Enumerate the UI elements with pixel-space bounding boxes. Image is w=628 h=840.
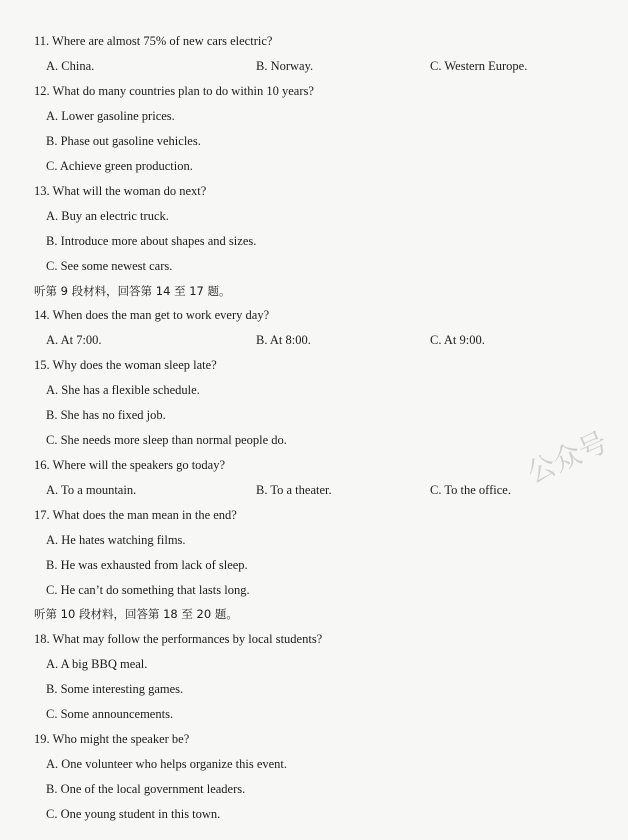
option-15-b: B. She has no fixed job. <box>46 408 166 422</box>
option-19-b-line <box>0 778 628 800</box>
option-16-b: B. To a theater. <box>256 483 332 497</box>
option-14-a: A. At 7:00. <box>46 333 102 347</box>
option-17-c: C. He can’t do something that lasts long. <box>46 583 250 597</box>
option-17-b-line <box>0 554 628 576</box>
option-13-b-line <box>0 230 628 252</box>
section-9-instruction: 听第 9 段材料，回答第 14 至 17 题。 <box>34 284 231 298</box>
option-13-a-line <box>0 205 628 227</box>
option-17-a: A. He hates watching films. <box>46 533 186 547</box>
question-11: 11. Where are almost 75% of new cars electric? <box>34 34 273 48</box>
option-13-c-line <box>0 255 628 277</box>
option-12-c-line <box>0 155 628 177</box>
option-18-c-line <box>0 703 628 725</box>
option-13-b: B. Introduce more about shapes and sizes. <box>46 234 257 248</box>
question-13: 13. What will the woman do next? <box>34 184 207 198</box>
option-18-b: B. Some interesting games. <box>46 682 184 696</box>
option-17-c-line <box>0 579 628 601</box>
option-15-a-line <box>0 379 628 401</box>
option-11-b: B. Norway. <box>256 59 314 73</box>
question-14-options <box>0 329 628 351</box>
question-11-options <box>0 55 628 77</box>
option-19-b: B. One of the local government leaders. <box>46 782 246 796</box>
option-12-b-line <box>0 130 628 152</box>
question-18: 18. What may follow the performances by local students? <box>34 632 323 646</box>
option-19-c: C. One young student in this town. <box>46 807 221 821</box>
option-16-a: A. To a mountain. <box>46 483 137 497</box>
option-15-c: C. She needs more sleep than normal people do. <box>46 433 287 447</box>
option-19-c-line <box>0 803 628 825</box>
question-17: 17. What does the man mean in the end? <box>34 508 237 522</box>
question-16: 16. Where will the speakers go today? <box>34 458 226 472</box>
option-13-a: A. Buy an electric truck. <box>46 209 169 223</box>
option-18-a-line <box>0 653 628 675</box>
option-17-a-line <box>0 529 628 551</box>
question-12: 12. What do many countries plan to do within 10 years? <box>34 84 314 98</box>
option-12-a-line <box>0 105 628 127</box>
option-13-c: C. See some newest cars. <box>46 259 173 273</box>
option-14-b: B. At 8:00. <box>256 333 311 347</box>
option-16-c: C. To the office. <box>430 483 511 497</box>
section-10-instruction: 听第 10 段材料，回答第 18 至 20 题。 <box>34 607 238 621</box>
option-12-c: C. Achieve green production. <box>46 159 193 173</box>
option-18-c: C. Some announcements. <box>46 707 174 721</box>
option-19-a: A. One volunteer who helps organize this event. <box>46 757 288 771</box>
option-15-a: A. She has a flexible schedule. <box>46 383 200 397</box>
option-18-a: A. A big BBQ meal. <box>46 657 148 671</box>
question-14: 14. When does the man get to work every day? <box>34 308 270 322</box>
watermark: 公众号 <box>522 425 613 490</box>
option-11-c: C. Western Europe. <box>430 59 528 73</box>
option-18-b-line <box>0 678 628 700</box>
question-19: 19. Who might the speaker be? <box>34 732 190 746</box>
option-17-b: B. He was exhausted from lack of sleep. <box>46 558 248 572</box>
option-12-a: A. Lower gasoline prices. <box>46 109 175 123</box>
option-14-c: C. At 9:00. <box>430 333 485 347</box>
option-15-b-line <box>0 404 628 426</box>
option-12-b: B. Phase out gasoline vehicles. <box>46 134 201 148</box>
question-15: 15. Why does the woman sleep late? <box>34 358 217 372</box>
option-11-a: A. China. <box>46 59 95 73</box>
option-19-a-line <box>0 753 628 775</box>
